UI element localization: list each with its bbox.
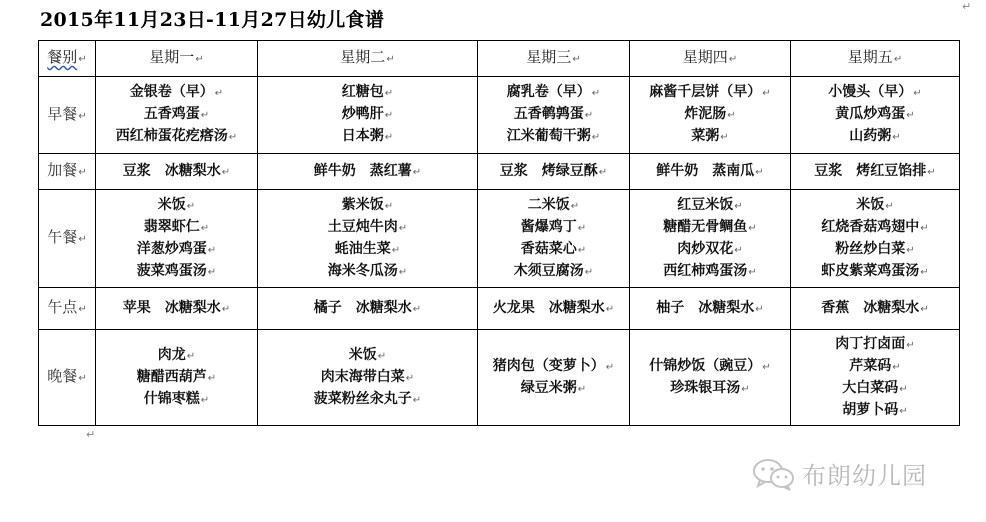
meal-label: 加餐↵ [39, 154, 96, 190]
menu-item: 日本粥 [341, 128, 384, 144]
menu-item: 冰糖梨水 [863, 299, 920, 316]
meal-label: 早餐↵ [39, 77, 96, 154]
menu-item: 冰糖梨水 [164, 162, 221, 179]
menu-item: 香蕉 [821, 299, 850, 316]
header-day: 星期三↵ [478, 41, 630, 77]
menu-item: 肉炒双花 [677, 240, 734, 257]
menu-cell: 豆浆 烤绿豆酥↵ [478, 154, 630, 190]
meal-row-breakfast [39, 77, 960, 154]
meal-row-dinner [39, 330, 960, 426]
menu-item: 什锦炒饭（豌豆） [649, 357, 762, 374]
menu-item: 翡翠虾仁 [143, 218, 200, 235]
menu-cell: 什锦炒饭（豌豆）↵ 珍珠银耳汤↵ [630, 330, 791, 426]
watermark [752, 456, 927, 491]
menu-item: 木须豆腐汤 [513, 262, 584, 279]
menu-item: 炒鸭肝 [341, 106, 384, 122]
menu-item: 糖醋无骨鲷鱼 [663, 218, 748, 235]
menu-item: 糖醋西葫芦 [136, 368, 207, 385]
menu-item: 豆浆 [499, 162, 528, 179]
menu-item: 蒸红薯 [369, 162, 412, 179]
menu-cell: 小馒头（早）↵ 黄瓜炒鸡蛋↵ 山药粥↵ [791, 77, 960, 154]
menu-cell: 腐乳卷（早）↵ 五香鹌鹑蛋↵ 江米葡萄干粥↵ [478, 77, 630, 154]
menu-item: 香菇菜心 [520, 240, 577, 257]
menu-item: 豆浆 [814, 162, 843, 179]
menu-item: 米饭 [348, 346, 377, 363]
menu-item: 红豆米饭 [677, 196, 734, 213]
menu-cell: 火龙果 冰糖梨水↵ [478, 288, 630, 330]
menu-item: 西红柿鸡蛋汤 [663, 262, 748, 279]
menu-item: 粉丝炒白菜 [835, 240, 906, 257]
menu-item: 绿豆米粥 [520, 379, 577, 396]
menu-item: 火龙果 [492, 299, 535, 316]
menu-cell: 豆浆 烤红豆馅排↵ [791, 154, 960, 190]
menu-cell: 肉龙↵ 糖醋西葫芦↵ 什锦枣糕↵ [96, 330, 258, 426]
menu-item: 冰糖梨水 [355, 299, 412, 316]
menu-item: 蒸南瓜 [712, 162, 755, 179]
menu-item: 鲜牛奶 [313, 162, 356, 179]
header-corner: 餐别↵ [39, 41, 96, 77]
menu-item: 五香鸡蛋 [143, 106, 200, 122]
menu-item: 冰糖梨水 [698, 299, 755, 316]
menu-item: 菠菜鸡蛋汤 [136, 262, 207, 279]
wechat-icon [752, 457, 796, 491]
meal-label: 午餐↵ [39, 190, 96, 288]
menu-cell: 豆浆 冰糖梨水↵ [96, 154, 258, 190]
menu-item: 鲜牛奶 [656, 162, 699, 179]
menu-item: 红糖包 [341, 84, 384, 100]
menu-item: 什锦枣糕 [143, 390, 200, 407]
menu-item: 西红柿蛋花疙瘩汤 [115, 128, 228, 144]
page-title: 2015年11月23日-11月27日幼儿食谱 [40, 9, 385, 31]
menu-cell: 米饭↵ 肉末海带白菜↵ 菠菜粉丝汆丸子↵ [258, 330, 478, 426]
menu-item: 胡萝卜码 [842, 401, 899, 418]
menu-cell: 香蕉 冰糖梨水↵ [791, 288, 960, 330]
menu-item: 土豆炖牛肉 [327, 218, 398, 235]
header-day: 星期五↵ [791, 41, 960, 77]
menu-item: 橘子 [313, 299, 342, 316]
menu-table [38, 40, 960, 426]
header-day: 星期一↵ [96, 41, 258, 77]
menu-item: 苹果 [122, 299, 151, 316]
menu-item: 烤绿豆酥 [541, 162, 598, 179]
menu-item: 珍珠银耳汤 [670, 379, 741, 396]
meal-label: 午点↵ [39, 288, 96, 330]
menu-item: 豆浆 [122, 162, 151, 179]
menu-item: 海米冬瓜汤 [327, 262, 398, 279]
menu-item: 菠菜粉丝汆丸子 [313, 390, 412, 407]
menu-item: 米饭 [157, 196, 186, 213]
menu-item: 腐乳卷（早） [506, 84, 591, 100]
menu-item: 紫米饭 [341, 196, 384, 213]
menu-cell: 肉丁打卤面↵ 芹菜码↵ 大白菜码↵ 胡萝卜码↵ [791, 330, 960, 426]
menu-item: 肉龙 [157, 346, 186, 363]
menu-item: 洋葱炒鸡蛋 [136, 240, 207, 257]
menu-item: 麻酱千层饼（早） [649, 84, 762, 100]
menu-cell: 红糖包↵ 炒鸭肝↵ 日本粥↵ [258, 77, 478, 154]
meal-row-snack-morning [39, 154, 960, 190]
meal-label: 晚餐↵ [39, 330, 96, 426]
menu-cell: 二米饭↵ 酱爆鸡丁↵ 香菇菜心↵ 木须豆腐汤↵ [478, 190, 630, 288]
paragraph-mark: ↵ [86, 428, 96, 441]
menu-item: 小馒头（早） [828, 84, 913, 100]
menu-cell: 苹果 冰糖梨水↵ [96, 288, 258, 330]
menu-cell: 紫米饭↵ 土豆炖牛肉↵ 蚝油生菜↵ 海米冬瓜汤↵ [258, 190, 478, 288]
menu-item: 肉丁打卤面 [835, 335, 906, 352]
paragraph-mark: ↵ [962, 0, 972, 13]
menu-item: 酱爆鸡丁 [520, 218, 577, 235]
menu-item: 柚子 [656, 299, 685, 316]
menu-item: 二米饭 [527, 196, 570, 213]
menu-cell: 橘子 冰糖梨水↵ [258, 288, 478, 330]
meal-row-snack-afternoon [39, 288, 960, 330]
menu-cell: 米饭↵ 红烧香菇鸡翅中↵ 粉丝炒白菜↵ 虾皮紫菜鸡蛋汤↵ [791, 190, 960, 288]
menu-cell: 猪肉包（变萝卜）↵ 绿豆米粥↵ [478, 330, 630, 426]
menu-item: 黄瓜炒鸡蛋 [835, 106, 906, 122]
menu-cell: 麻酱千层饼（早）↵ 炸泥肠↵ 菜粥↵ [630, 77, 791, 154]
menu-item: 虾皮紫菜鸡蛋汤 [821, 262, 920, 279]
header-row [39, 41, 960, 77]
menu-item: 烤红豆馅排 [856, 162, 927, 179]
menu-item: 山药粥 [849, 128, 892, 144]
menu-item: 肉末海带白菜 [320, 368, 405, 385]
menu-cell: 柚子 冰糖梨水↵ [630, 288, 791, 330]
menu-item: 五香鹌鹑蛋 [513, 106, 584, 122]
menu-item: 炸泥肠 [684, 106, 727, 122]
menu-item: 红烧香菇鸡翅中 [821, 218, 920, 235]
header-day: 星期四↵ [630, 41, 791, 77]
meal-row-lunch [39, 190, 960, 288]
menu-item: 金银卷（早） [129, 84, 214, 100]
menu-item: 米饭 [856, 196, 885, 213]
header-day: 星期二↵ [258, 41, 478, 77]
menu-cell: 红豆米饭↵ 糖醋无骨鲷鱼↵ 肉炒双花↵ 西红柿鸡蛋汤↵ [630, 190, 791, 288]
menu-item: 冰糖梨水 [548, 299, 605, 316]
menu-item: 芹菜码 [849, 357, 892, 374]
menu-item: 猪肉包（变萝卜） [492, 357, 605, 374]
menu-item: 蚝油生菜 [334, 240, 391, 257]
menu-cell: 金银卷（早）↵ 五香鸡蛋↵ 西红柿蛋花疙瘩汤↵ [96, 77, 258, 154]
menu-cell: 鲜牛奶 蒸红薯↵ [258, 154, 478, 190]
menu-item: 菜粥 [691, 128, 720, 144]
watermark-text: 布朗幼儿园 [802, 462, 927, 490]
menu-item: 大白菜码 [842, 379, 899, 396]
menu-cell: 米饭↵ 翡翠虾仁↵ 洋葱炒鸡蛋↵ 菠菜鸡蛋汤↵ [96, 190, 258, 288]
menu-item: 冰糖梨水 [164, 299, 221, 316]
menu-cell: 鲜牛奶 蒸南瓜↵ [630, 154, 791, 190]
menu-item: 江米葡萄干粥 [506, 128, 591, 144]
